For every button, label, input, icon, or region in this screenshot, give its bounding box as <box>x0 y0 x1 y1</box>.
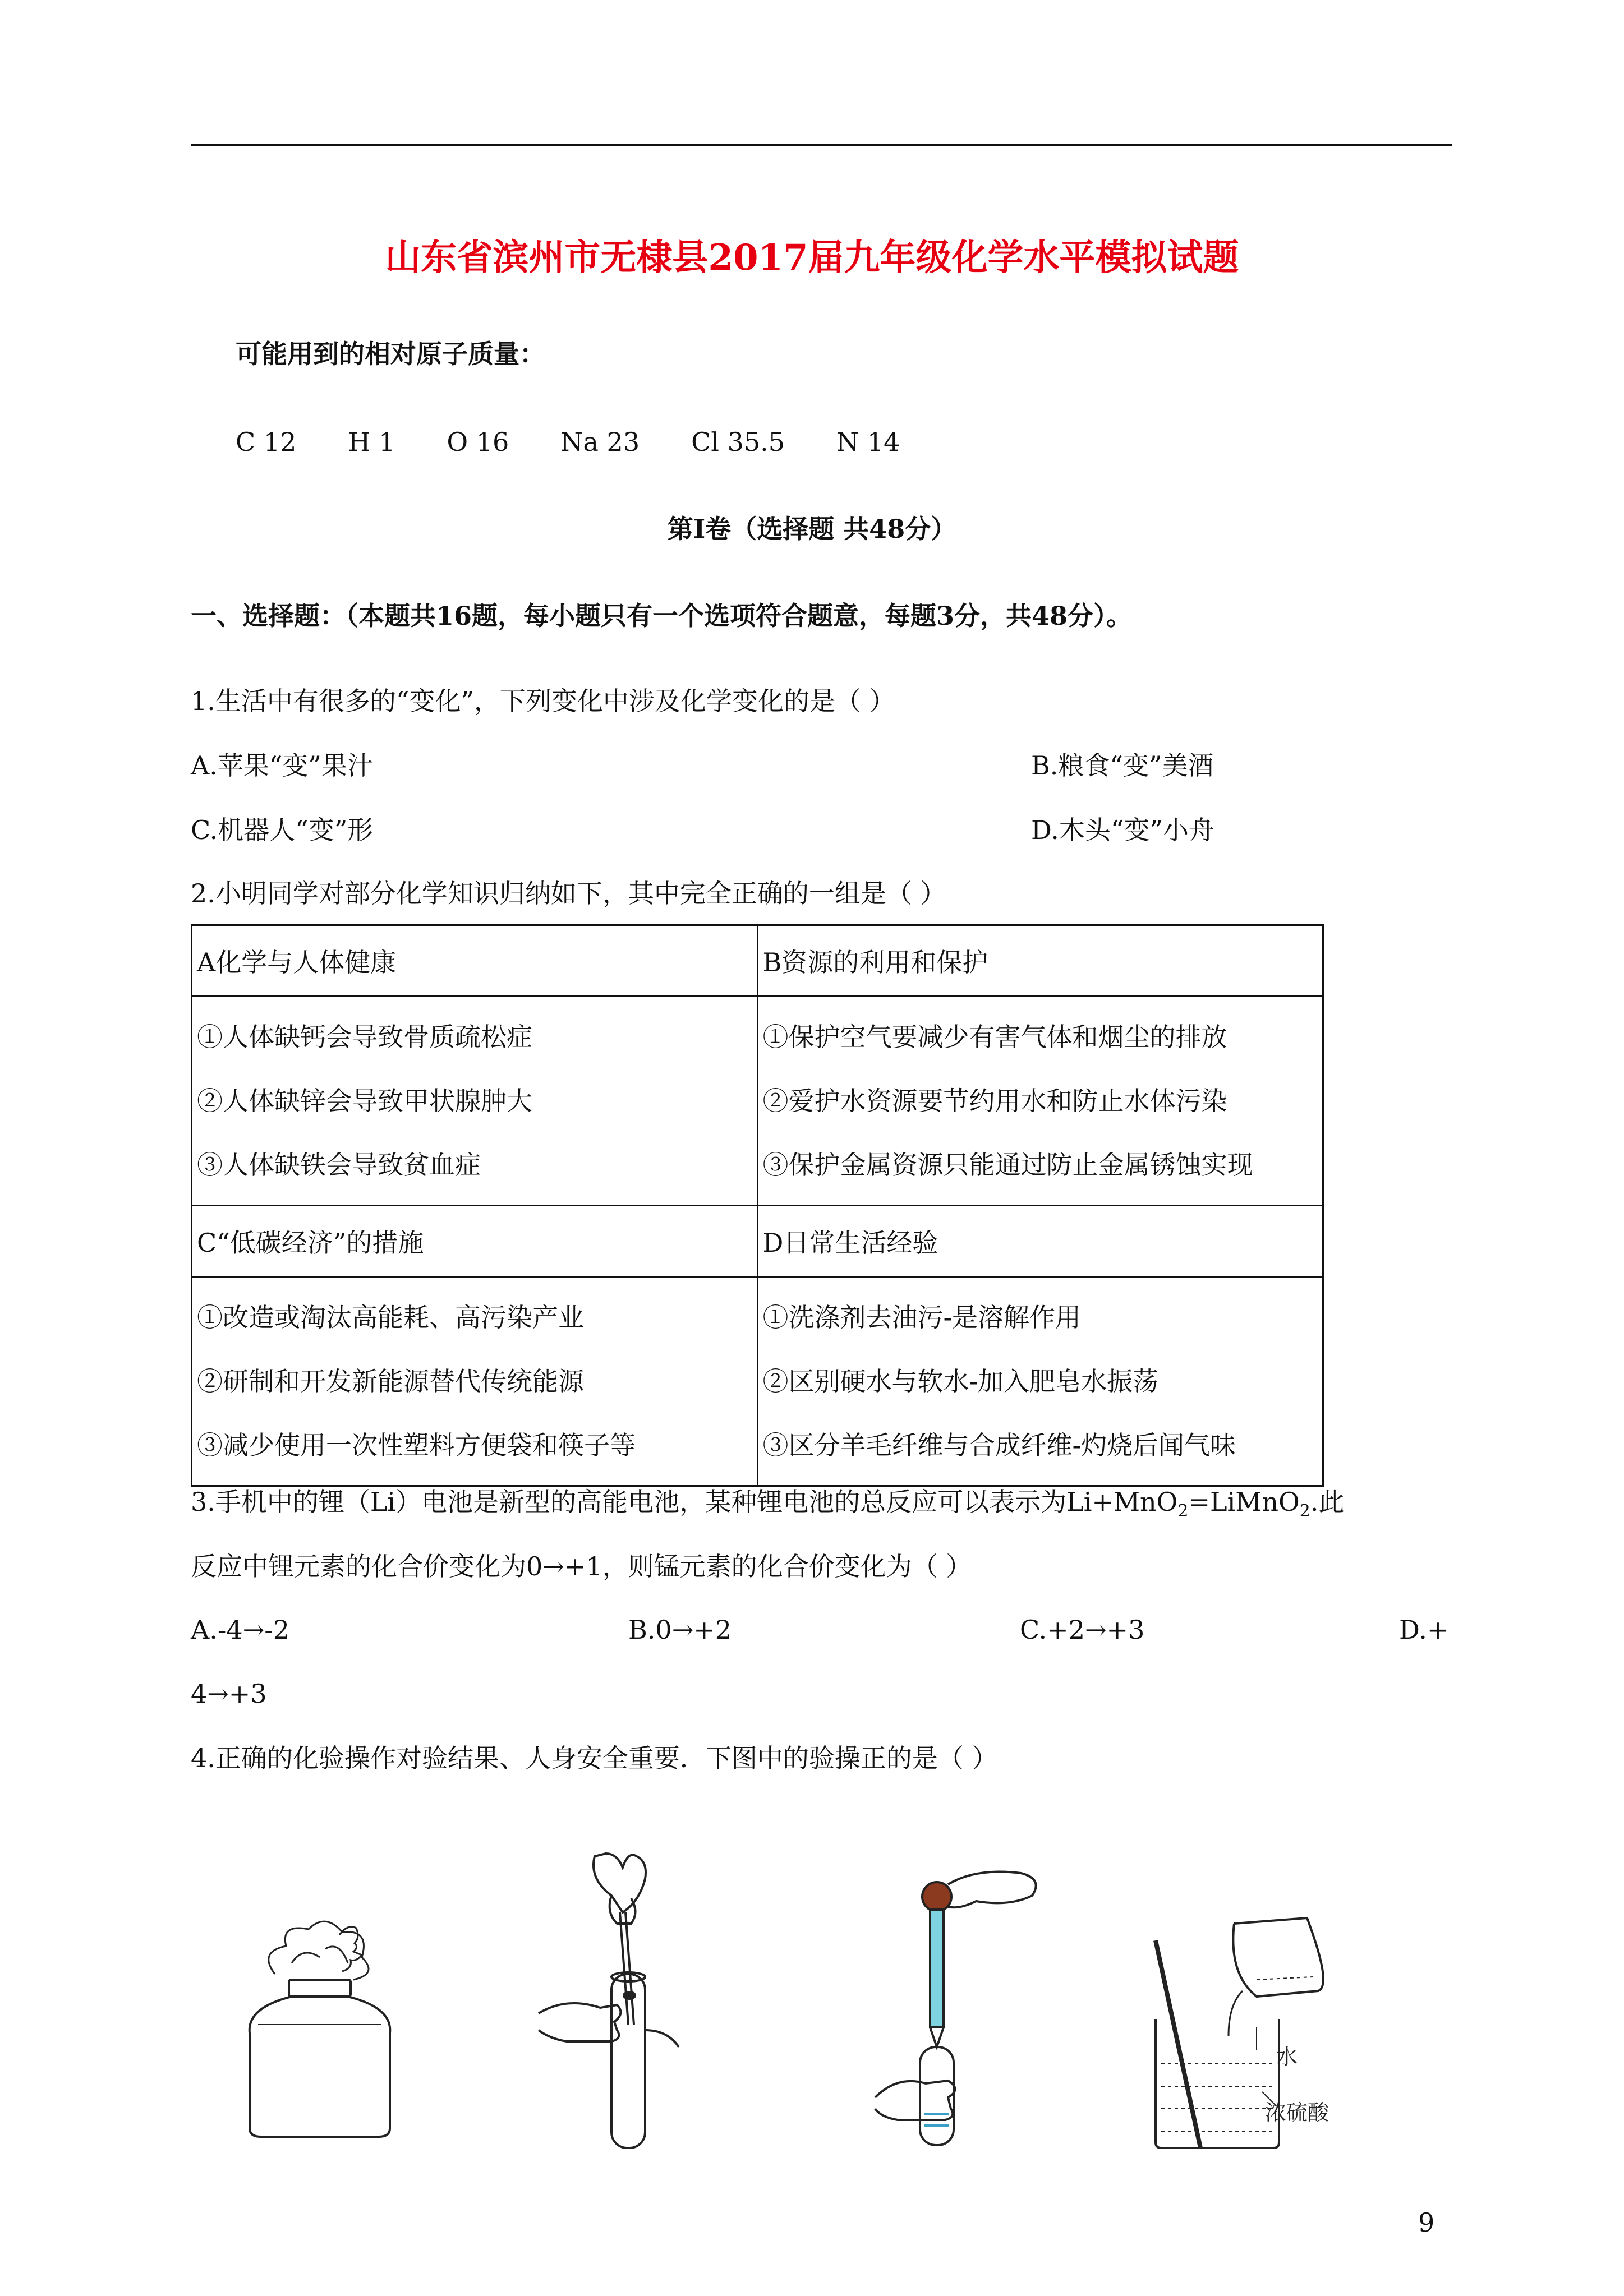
table-cell-a-head: A化学与人体健康 <box>192 925 758 997</box>
q3-option-d: D.+ <box>1399 1615 1449 1645</box>
table-cell-c-head: C“低碳经济”的措施 <box>192 1206 758 1277</box>
q2-knowledge-table <box>191 924 1324 1487</box>
table-cell-b-items <box>757 997 1323 1206</box>
q3-option-c: C.+2→+3 <box>1020 1615 1145 1645</box>
table-item: ②人体缺锌会导致甲状腺肿大 <box>197 1086 532 1116</box>
atomic-mass-item: Cl 35.5 <box>691 427 785 457</box>
table-item: ③减少使用一次性塑料方便袋和筷子等 <box>197 1430 636 1460</box>
figure-dilute-acid <box>1144 1907 1380 2154</box>
table-item: ③区分羊毛纤维与合成纤维-灼烧后闻气味 <box>762 1430 1236 1460</box>
label-water: 水 <box>1276 2044 1298 2069</box>
atomic-mass-item: Na 23 <box>560 427 640 457</box>
table-item: ③保护金属资源只能通过防止金属锈蚀实现 <box>762 1150 1253 1180</box>
table-cell-c-items <box>192 1277 758 1486</box>
page-number: 9 <box>1418 2207 1435 2238</box>
part-instruction: 一、选择题：（本题共16题，每小题只有一个选项符合题意，每题3分，共48分）。 <box>191 601 1133 631</box>
table-cell-d-head: D日常生活经验 <box>757 1206 1323 1277</box>
q3-option-d-continued: 4→+3 <box>191 1679 267 1709</box>
q2-stem: 2.小明同学对部分化学知识归纳如下，其中完全正确的一组是（ ） <box>191 878 946 909</box>
section-title: 第Ⅰ卷（选择题 共48分） <box>667 514 957 544</box>
q1-option-a: A.苹果“变”果汁 <box>191 750 373 781</box>
table-cell-a-items <box>192 997 758 1206</box>
figure-add-solid <box>533 1845 724 2159</box>
figure-dropper <box>864 1862 1066 2154</box>
label-concentrated-sulfuric-acid: 浓硫酸 <box>1265 2100 1329 2125</box>
table-row <box>192 925 1323 997</box>
atomic-mass-item: C 12 <box>236 427 297 457</box>
atomic-mass-label: 可能用到的相对原子质量： <box>236 339 545 369</box>
q3-option-b: B.0→+2 <box>628 1615 732 1645</box>
q3-stem-line2: 反应中锂元素的化合价变化为0→+1，则锰元素的化合价变化为（ ） <box>191 1551 972 1582</box>
q4-stem: 4.正确的化验操作对验结果、人身安全重要．下图中的验操正的是（ ） <box>191 1743 998 1773</box>
atomic-mass-item: H 1 <box>348 427 395 457</box>
table-item: ①人体缺钙会导致骨质疏松症 <box>197 1022 532 1052</box>
table-cell-d-items <box>757 1277 1323 1486</box>
q1-option-d: D.木头“变”小舟 <box>1031 815 1214 845</box>
atomic-mass-list <box>236 425 951 459</box>
q3-option-a: A.-4→-2 <box>191 1615 290 1645</box>
table-row <box>192 1206 1323 1277</box>
figure-smell-gas <box>236 1912 415 2142</box>
exam-title: 山东省滨州市无棣县2017届九年级化学水平模拟试题 <box>385 237 1239 279</box>
table-cell-b-head: B资源的利用和保护 <box>757 925 1323 997</box>
header-rule <box>191 144 1452 146</box>
table-row <box>192 1277 1323 1486</box>
table-item: ②区别硬水与软水-加入肥皂水振荡 <box>762 1366 1159 1396</box>
table-row <box>192 997 1323 1206</box>
table-item: ②爱护水资源要节约用水和防止水体污染 <box>762 1086 1227 1116</box>
table-item: ①洗涤剂去油污-是溶解作用 <box>762 1302 1082 1333</box>
q1-option-c: C.机器人“变”形 <box>191 815 374 845</box>
q1-stem: 1.生活中有很多的“变化”，下列变化中涉及化学变化的是（ ） <box>191 686 895 716</box>
q1-option-b: B.粮食“变”美酒 <box>1031 750 1214 781</box>
table-item: ①改造或淘汰高能耗、高污染产业 <box>197 1302 584 1333</box>
atomic-mass-item: N 14 <box>836 427 900 457</box>
atomic-mass-item: O 16 <box>447 427 509 457</box>
table-item: ②研制和开发新能源替代传统能源 <box>197 1366 584 1396</box>
q3-stem-line1: 3.手机中的锂（Li）电池是新型的高能电池，某种锂电池的总反应可以表示为Li+MnO$_2$=LiMnO$_2$.此 <box>191 1487 1345 1521</box>
table-item: ③人体缺铁会导致贫血症 <box>197 1150 481 1180</box>
table-item: ①保护空气要减少有害气体和烟尘的排放 <box>762 1022 1227 1052</box>
